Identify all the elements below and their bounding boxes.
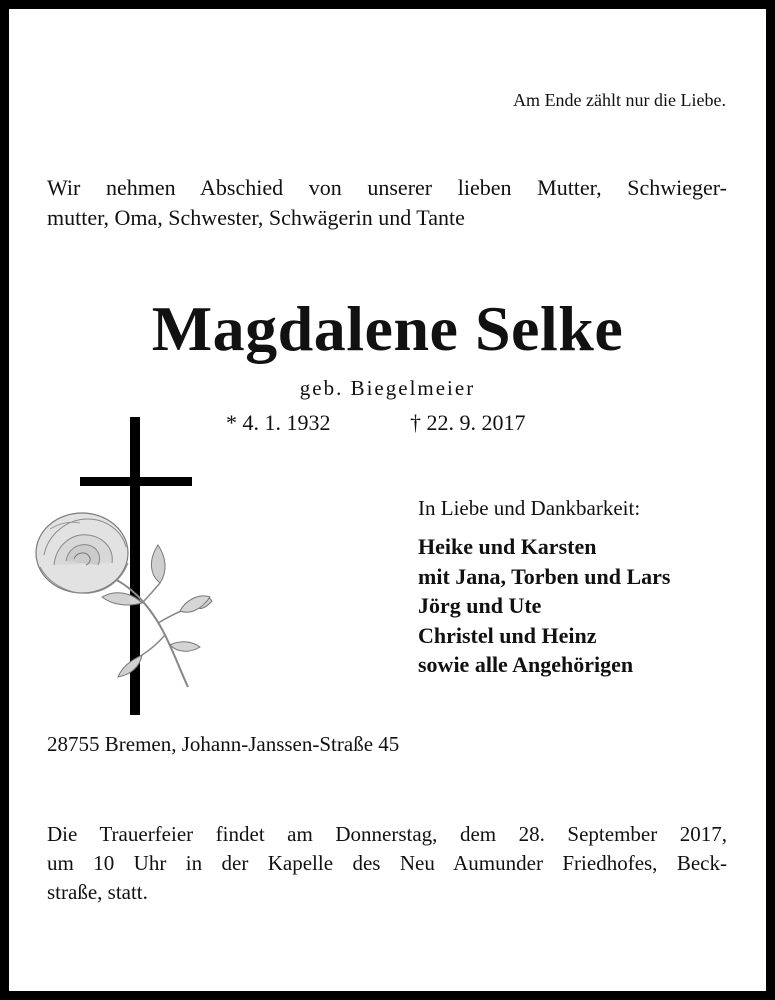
ceremony-text [47,820,727,907]
ceremony-line-1: Die Trauerfeier findet am Donnerstag, dem 28. September 2017, [47,822,727,846]
intro-line-1: Wir nehmen Abschied von unserer lieben Mutter, Schwieger- [47,175,727,200]
death-date: † 22. 9. 2017 [410,410,526,435]
birth-date: * 4. 1. 1932 [226,410,331,435]
deceased-name: Magdalene Selke [151,293,624,364]
birth-name: geb. Biegelmeier [299,376,476,400]
motto: Am Ende zählt nur die Liebe. [513,90,726,110]
mourner-line: sowie alle Angehörigen [418,652,634,677]
mourner-line: Christel und Heinz [418,622,597,648]
ceremony-line-3: straße, statt. [47,880,148,904]
rose-illustration [30,505,220,695]
mourner-line: Heike und Karsten [418,534,597,559]
thanks-intro: In Liebe und Dankbarkeit: [418,496,641,520]
mourner-line: mit Jana, Torben und Lars [418,563,671,589]
mourners-list [418,532,670,680]
address: 28755 Bremen, Johann-Janssen-Straße 45 [47,732,400,756]
intro-line-2: mutter, Oma, Schwester, Schwägerin und Tante [47,205,465,230]
intro-text [47,173,727,233]
mourner-line: Jörg und Ute [418,593,542,618]
ceremony-line-2: um 10 Uhr in der Kapelle des Neu Aumunder Friedhofes, Beck- [47,851,727,875]
